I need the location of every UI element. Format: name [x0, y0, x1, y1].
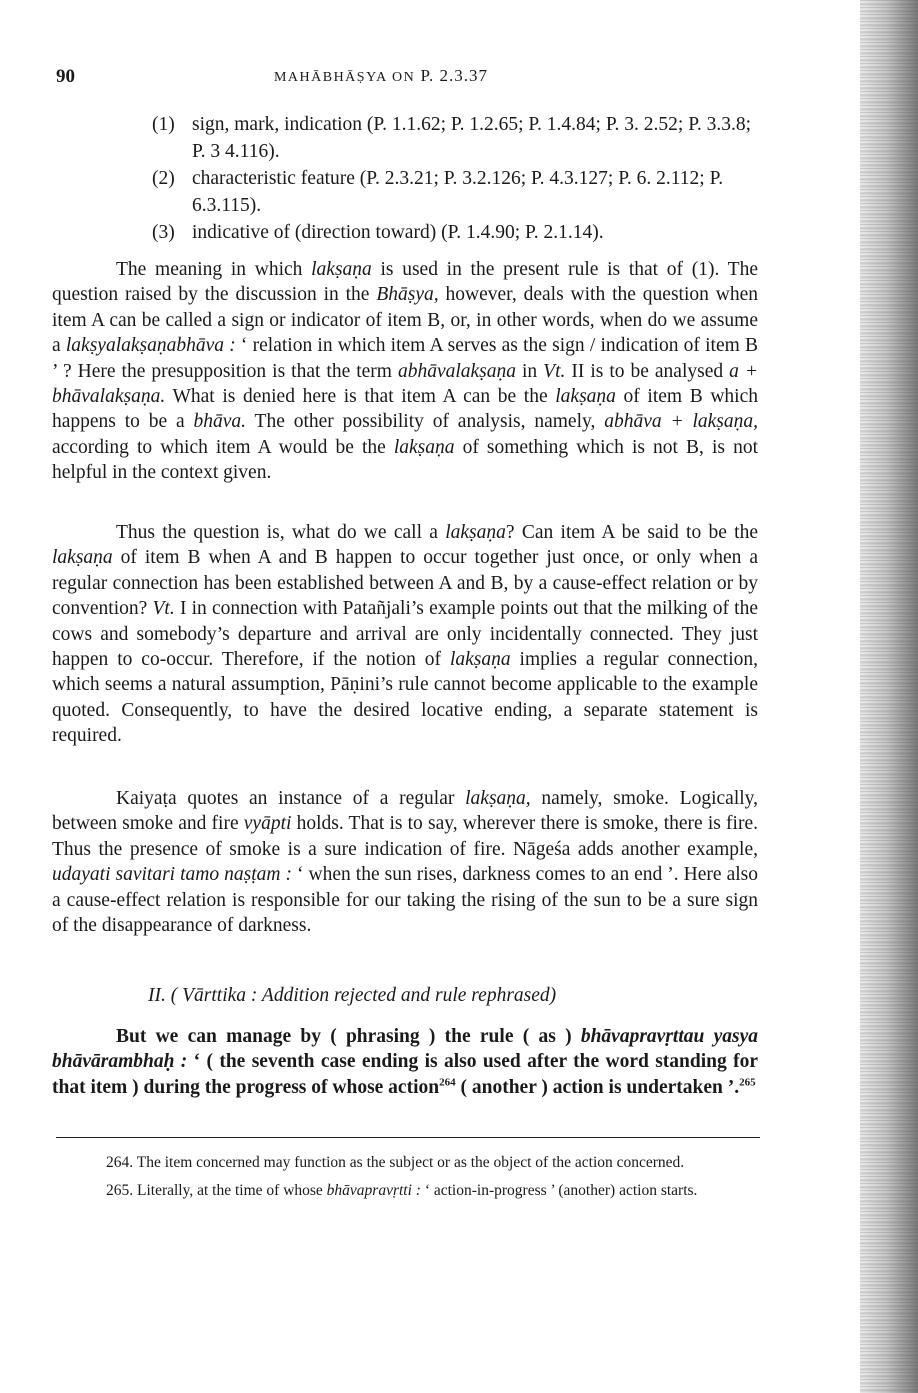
list-item-number: (3) — [152, 222, 175, 243]
paragraph-2: Thus the question is, what do we call a lakṣaṇa? Can item A be said to be the lakṣaṇa of item B when A and B happen to occur together just once, or only when a regular connection has been established between A and B, by a cause-effect relation or by convention? Vt. I in connection with Patañjali’s example points out that the milking of the cows and somebody’s departure and arrival are only incidentally connected. They just happen to co-occur. Therefore, if the notion of lakṣaṇa implies a regular connection, which seems a natural assumption, Pāṇini’s rule cannot become applicable to the example quoted. Consequently, to have the desired locative ending, a separate statement is required. — [52, 522, 758, 747]
list-item-text: characteristic feature (P. 2.3.21; P. 3.2.126; P. 4.3.127; P. 6. 2.112; P. 6.3.115). — [192, 168, 724, 216]
paragraph-3: Kaiyaṭa quotes an instance of a regular lakṣaṇa, namely, smoke. Logically, between smoke and fire vyāpti holds. That is to say, wherever there is smoke, there is fire. Thus the presence of smoke is a sure indication of fire. Nāgeśa adds another example, udayati savitari tamo naṣṭam : ‘ when the sun rises, darkness comes to an end ’. Here also a cause-effect relation is responsible for our taking the rising of the sun to be a sure sign of the disappearance of darkness. — [52, 788, 759, 937]
senses-list — [152, 111, 762, 246]
running-title — [56, 66, 706, 86]
running-title-prefix: MAHĀBHĀṢYA ON — [273, 70, 416, 85]
footnote: 265. Literally, at the time of whose bhāvapravṛtti : ‘ action-in-progress ’ (another) action starts. — [106, 1182, 698, 1199]
list-item-text: indicative of (direction toward) (P. 1.4.90; P. 2.1.14). — [192, 222, 604, 243]
list-item — [152, 219, 762, 246]
page-number: 90 — [56, 66, 75, 87]
section-heading: II. ( Vārttika : Addition rejected and rule rephrased) — [148, 985, 557, 1006]
list-item-number: (1) — [152, 114, 175, 135]
paragraph-1: The meaning in which lakṣaṇa is used in the present rule is that of (1). The question raised by the discussion in the Bhāṣya, however, deals with the question when item A can be called a sign or indicator of item B, or, in other words, when do we assume a lakṣyalakṣaṇabhāva : ‘ relation in which item A serves as the sign / indication of item B ’ ? Here the presupposition is that the term abhāvalakṣaṇa in Vt. II is to be analysed a + bhāvalakṣaṇa. What is denied here is that item A can be the lakṣaṇa of item B which happens to be a bhāva. The other possibility of analysis, namely, abhāva + lakṣaṇa, according to which item A would be the lakṣaṇa of something which is not B, is not helpful in the context given. — [52, 259, 759, 484]
paragraph-4: But we can manage by ( phrasing ) the rule ( as ) bhāvapravṛttau yasya bhāvārambhaḥ : ‘ ( the seventh case ending is also used after the word standing for that item ) during the progress of whose action$^{264}$ ( another ) action is undertaken ’.$^{265}$ — [52, 1026, 758, 1098]
footnote-number: 264. — [106, 1154, 134, 1171]
list-item-number: (2) — [152, 168, 175, 189]
footnote-number: 265. — [106, 1182, 134, 1199]
footnote-divider — [56, 1137, 760, 1138]
running-title-rule: P. 2.3.37 — [420, 66, 489, 85]
list-item — [152, 111, 762, 165]
footnote-ref: 264 — [439, 1076, 456, 1089]
list-item — [152, 165, 762, 219]
list-item-text: sign, mark, indication (P. 1.1.62; P. 1.2.65; P. 1.4.84; P. 3. 2.52; P. 3.3.8; P. 3 4.116). — [192, 114, 752, 162]
footnotes — [58, 1152, 762, 1208]
page-header — [56, 66, 816, 96]
scan-edge-shadow — [860, 0, 918, 1393]
footnote: 264. The item concerned may function as the subject or as the object of the action concerned. — [106, 1154, 685, 1171]
footnote-ref: 265 — [739, 1076, 756, 1089]
